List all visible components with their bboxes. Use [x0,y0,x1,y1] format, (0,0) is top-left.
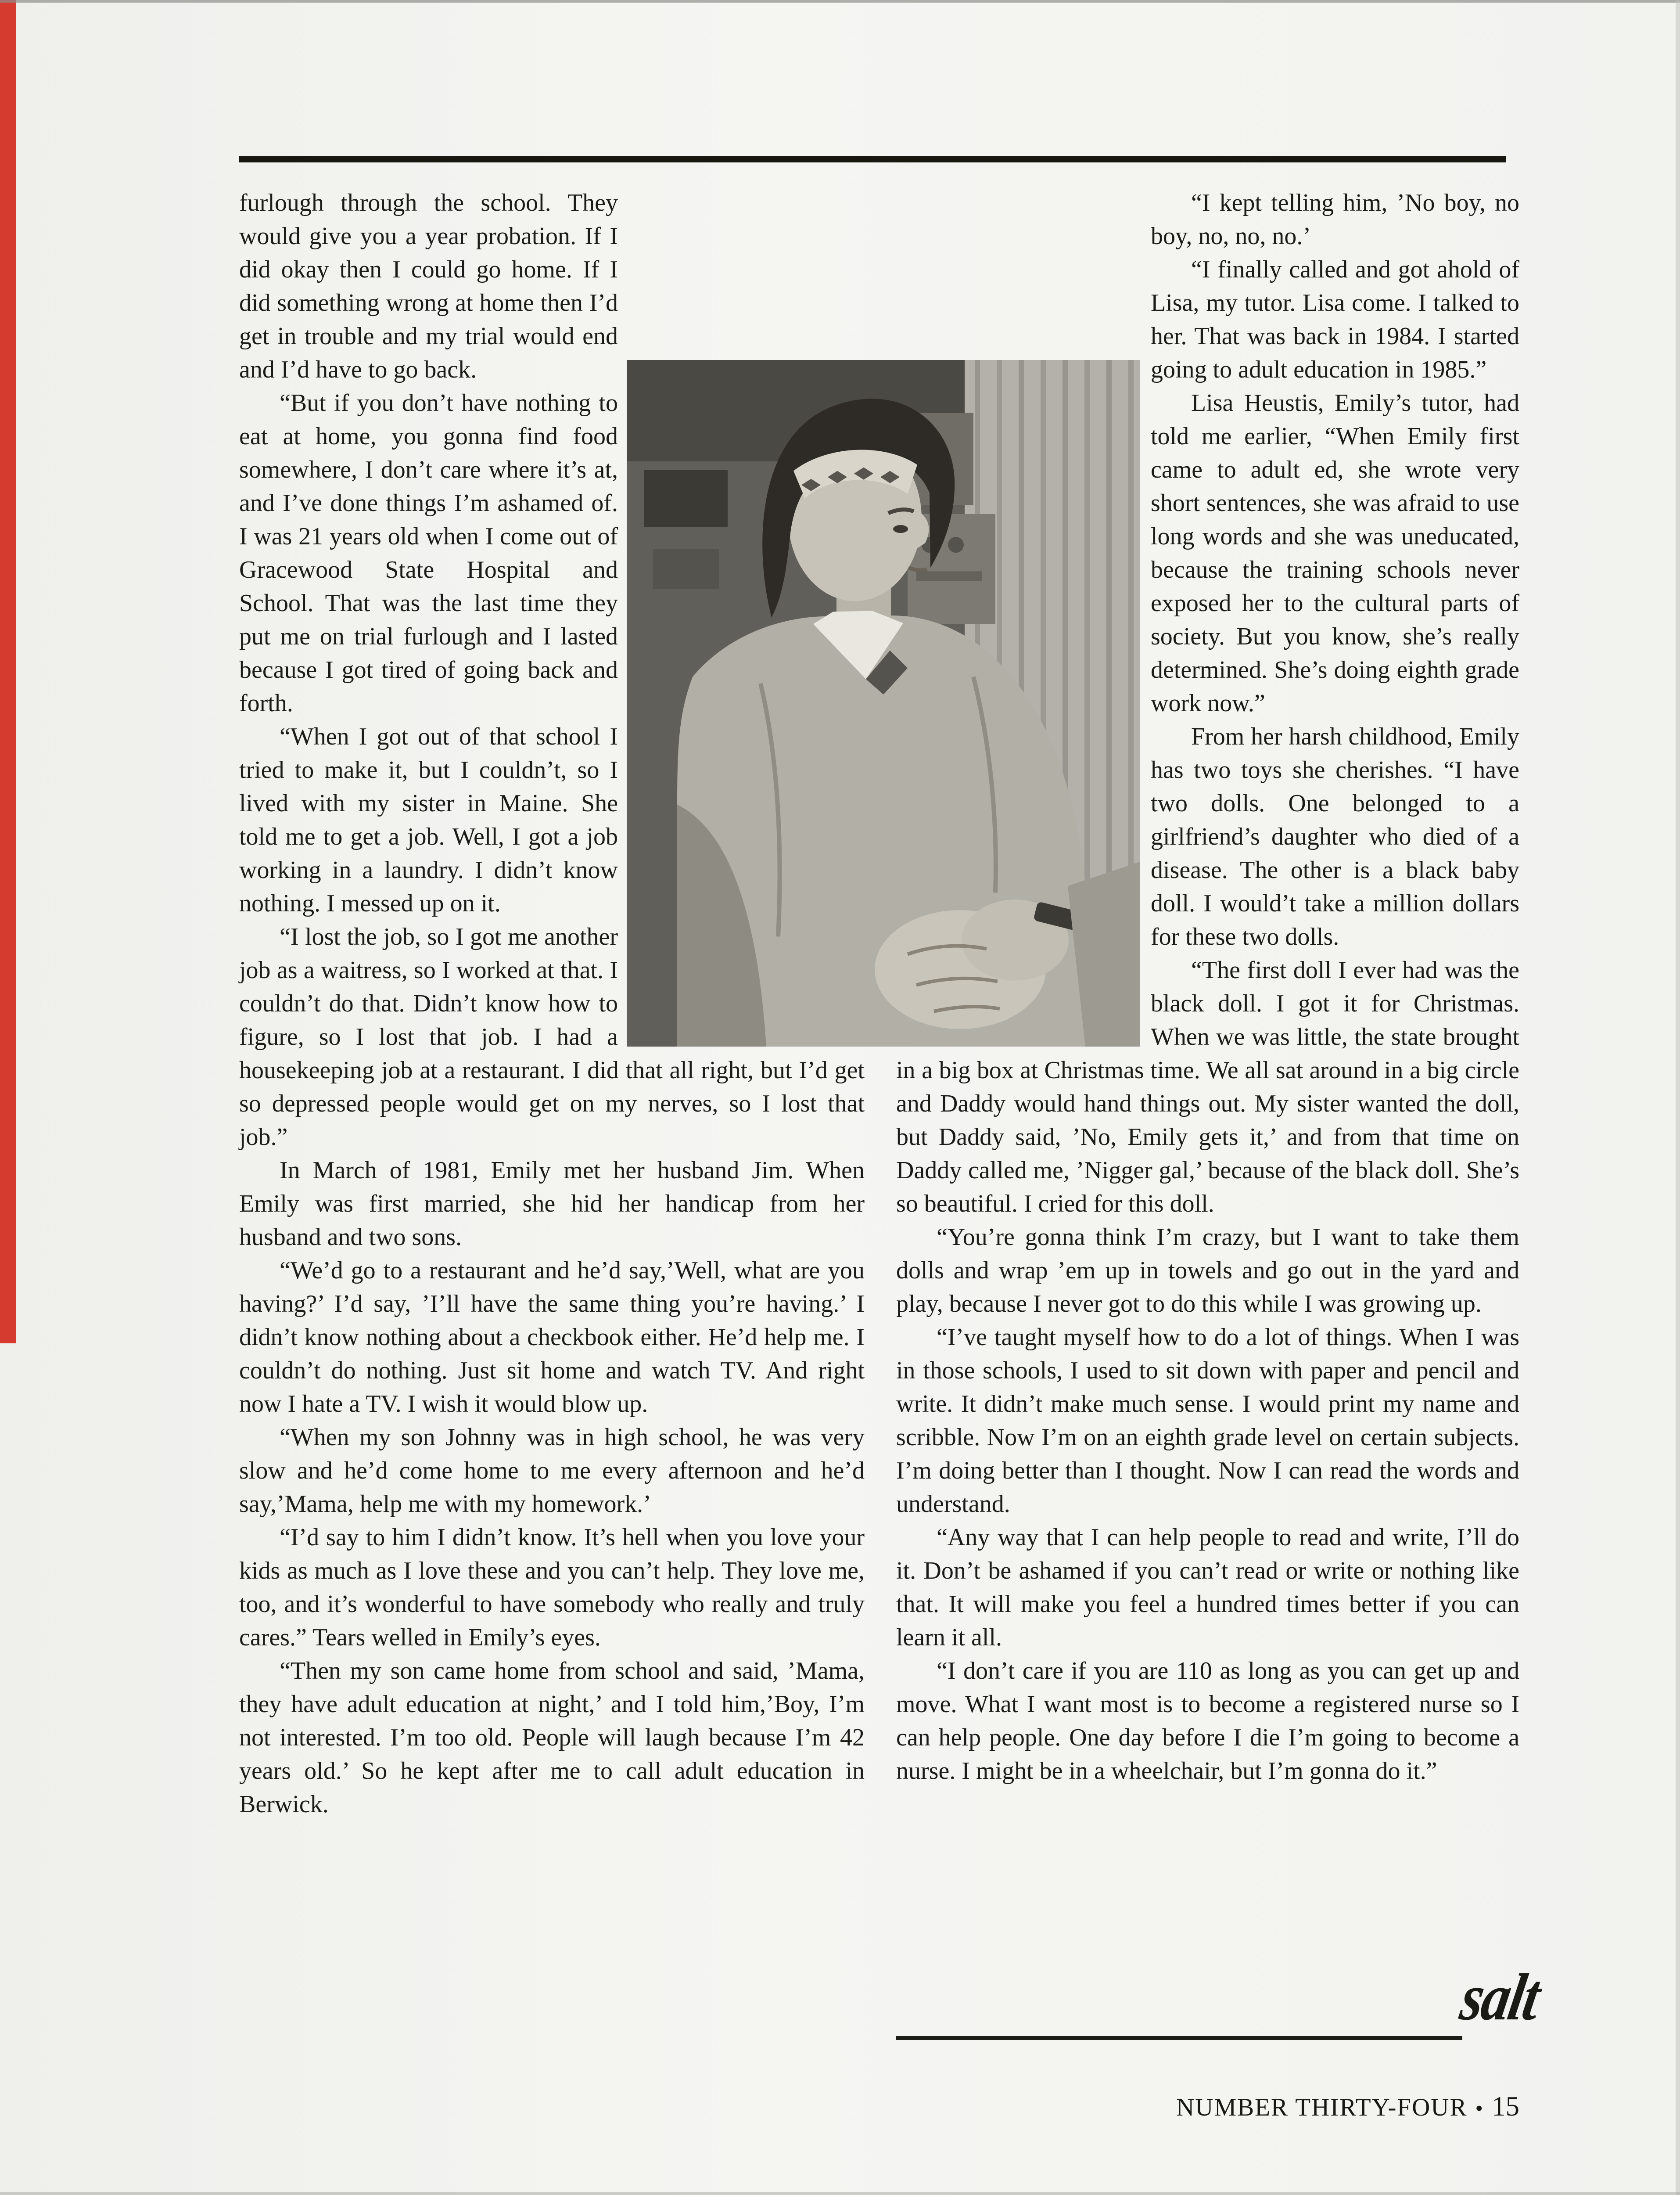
article-paragraph: “But if you don’t have nothing to eat at home, you gonna find food somewhere, I don’t care where it’s at, and I’ve done things I’m ashamed of. I was 21 years old when I come out of Gracewood State Hospital and School. That was the last time they put me on trial furlough and I lasted because I got tired of going back and forth. [239,389,618,717]
article-paragraph: From her harsh childhood, Emily has two toys she cherishes. “I have two dolls. One belonged to a girlfriend’s daughter who died of a disease. The other is a black baby doll. I would’t take a million dollars for these two dolls. [1151,723,1519,950]
article-paragraph: “You’re gonna think I’m crazy, but I want to take them dolls and wrap ’em up in towels and go out in the yard and play, because I never got to do this while I was growing up. [896,1223,1519,1317]
red-edge-stripe [0,0,16,1343]
footer-bullet: • [1475,2096,1484,2120]
scan-edge-bottom [0,2192,1680,2195]
article-paragraph: “I don’t care if you are 110 as long as you can get up and move. What I want most is to become a registered nurse so I can help people. One day before I die I’m going to become a nurse. I might be in a wheelchair, but I’m gonna do it.” [896,1657,1519,1785]
article-paragraph: “When I got out of that school I tried to make it, but I couldn’t, so I lived with my sister in Maine. She told me to get a job. Well, I got a job working in a laundry. I didn’t know nothing. I messed up on it. [239,723,618,917]
article-paragraph: “I’ve taught myself how to do a lot of things. When I was in those schools, I used to sit down with paper and pencil and write. It didn’t make much sense. I would print my name and scribble. Now I’m on an eighth grade level on certain subjects. I’m doing better than I thought. Now I can read the words and understand. [896,1324,1519,1518]
scan-edge-top [0,0,1680,3]
end-of-article-rule [896,2036,1462,2040]
scan-edge-right [1676,0,1680,2195]
article-paragraph: “Then my son came home from school and said, ’Mama, they have adult education at night,’ and I told him,’Boy, I’m not interested. I’m too old. People will laugh because I’m 42 years old.’ So he kept after me to call adult education in Berwick. [239,1657,865,1818]
page-number: 15 [1492,2091,1519,2122]
article-paragraph: “Any way that I can help people to read and write, I’ll do it. Don’t be ashamed if you can’t read or write or nothing like that. It will make you feel a hundred times better if you can learn it all. [896,1524,1519,1651]
page-footer [1176,2091,1519,2123]
article-paragraph: Lisa Heustis, Emily’s tutor, had told me earlier, “When Emily first came to adult ed, she wrote very short sentences, she was afraid to use long words and she was uneducated, because the training schools never exposed her to the cultural parts of society. But you know, she’s really determined. She’s doing eighth grade work now.” [1151,389,1519,717]
article-paragraph: “I lost the job, so I got me another job as a waitress, so I worked at that. I couldn’t do that. Didn’t know how to figure, so I lost that job. I had a housekeeping job at a restaurant. I did that all right, but I’d get so depressed people would get on my nerves, so I lost that job.” [239,923,865,1151]
article-paragraph: “I finally called and got ahold of Lisa, my tutor. Lisa come. I talked to her. That was back in 1984. I started going to adult education in 1985.” [1151,256,1519,383]
header-rule [239,156,1506,162]
issue-label: NUMBER THIRTY-FOUR [1176,2094,1468,2121]
article-paragraph: “The first doll I ever had was the black doll. I got it for Christmas. When we was little, the state brought in a big box at Christmas time. We all sat around in a big circle and Daddy would hand things out. My sister wanted the doll, but Daddy said, ’No, Emily gets it,’ and from that time on Daddy called me, ’Nigger gal,’ because of the black doll. She’s so beautiful. I cried for this doll. [896,957,1519,1217]
article-paragraph: “I’d say to him I didn’t know. It’s hell when you love your kids as much as I love these and you can’t help. They love me, too, and it’s wonderful to have somebody who really and truly cares.” Tears welled in Emily’s eyes. [239,1524,865,1651]
article-paragraph: “I kept telling him, ’No boy, no boy, no, no, no.’ [1151,189,1519,250]
article-paragraph: furlough through the school. They would give you a year probation. If I did okay then I could go home. If I did something wrong at home then I’d get in trouble and my trial would end and I’d have to go back. [239,189,618,383]
article-paragraph: In March of 1981, Emily met her husband Jim. When Emily was first married, she hid her handicap from her husband and two sons. [239,1157,865,1251]
emily-portrait-illustration [627,360,1140,1047]
article-paragraph: “We’d go to a restaurant and he’d say,’Well, what are you having?’ I’d say, ’I’ll have the same thing you’re having.’ I didn’t know nothing about a checkbook either. He’d help me. I couldn’t do nothing. Just sit home and watch TV. And right now I hate a TV. I wish it would blow up. [239,1257,865,1418]
salt-signature: salt [1455,1960,1545,2034]
emily-portrait-photo [627,360,1140,1047]
article-paragraph: “When my son Johnny was in high school, he was very slow and he’d come home to me every afternoon and he’d say,’Mama, help me with my homework.’ [239,1424,865,1518]
